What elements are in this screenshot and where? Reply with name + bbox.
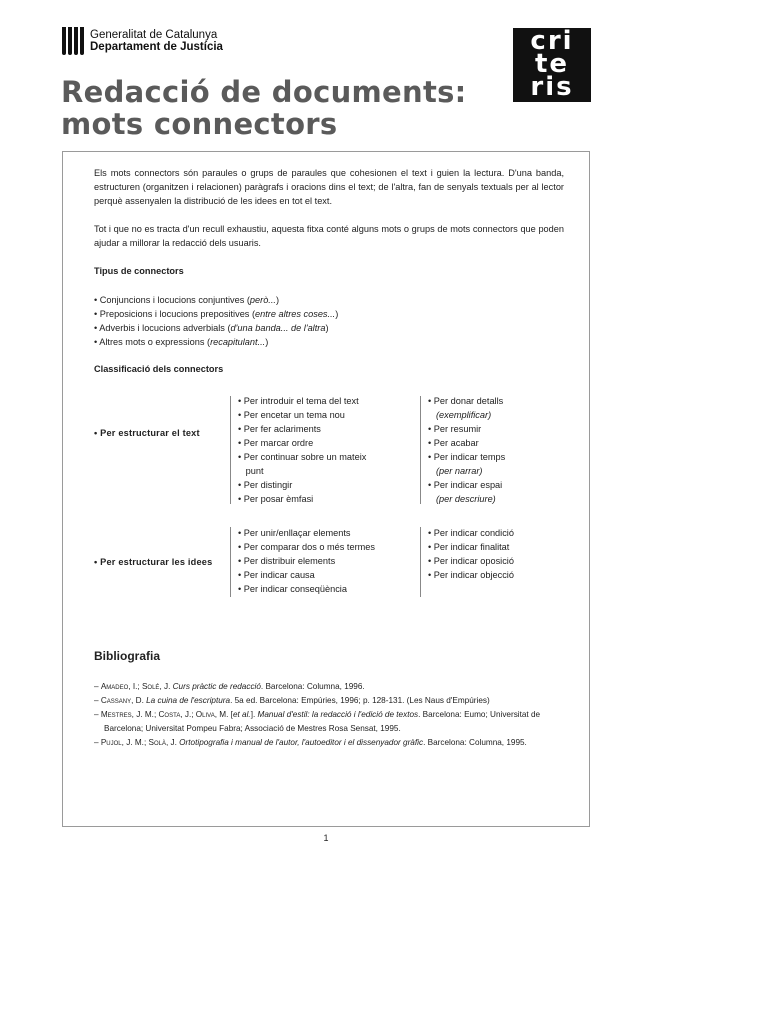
group-2-col-2	[428, 526, 514, 582]
intro-paragraph-1: Els mots connectors són paraules o grups de paraules que cohesionen el text i guien la lectura. D'una banda, estructuren (organitzen i relacionen) paràgrafs i oracions dins el text; de l'altra, fan de senyals textuals per al lector perquè assenyalen la distribució de les idees en tot el text.	[94, 168, 564, 206]
connector-item: • Per indicar objecció	[428, 570, 514, 580]
badge-line-3: ris	[530, 72, 574, 102]
intro-paragraph-2: Tot i que no es tracta d'un recull exhaustiu, aquesta fitxa conté alguns mots o grups de mots connectors que poden ajudar a millorar la redacció dels usuaris.	[94, 224, 564, 248]
connector-item: • Per encetar un tema nou	[238, 410, 345, 420]
connector-item: • Per posar èmfasi	[238, 494, 314, 504]
connector-item: • Per indicar conseqüència	[238, 584, 347, 594]
badge-line-1: cri	[530, 26, 574, 56]
divider	[230, 396, 231, 504]
generalitat-logo-icon	[62, 27, 84, 55]
bibliography-entry: – Mestres, J. M.; Costa, J.; Oliva, M. [et al.]. Manual d'estil: la redacció i l'edició de textos. Barcelona: Eumo; Universitat de Barcelona; Universitat Pompeu Fabra; Associació de Mestres Rosa Sensat, 1995.	[94, 710, 541, 733]
connector-item: • Per comparar dos o més termes	[238, 542, 375, 552]
group-1-col-1	[238, 394, 366, 506]
group-1-col-2	[428, 394, 505, 506]
type-item: • Conjuncions i locucions conjuntives (però...)	[94, 295, 280, 305]
connector-item: • Per indicar condició	[428, 528, 514, 538]
connector-item: punt	[238, 466, 264, 476]
connector-item: • Per fer aclariments	[238, 424, 321, 434]
connector-item: • Per distingir	[238, 480, 293, 490]
connector-item: • Per continuar sobre un mateix	[238, 452, 367, 462]
header	[62, 26, 223, 56]
title-line-1: Redacció de documents:	[61, 75, 467, 109]
divider	[420, 396, 421, 504]
group-label-ideas: • Per estructurar les idees	[94, 557, 213, 567]
bibliography-entry: – Cassany, D. La cuina de l'escriptura. 5a ed. Barcelona: Empúries, 1996; p. 128-131. (Les Naus d'Empúries)	[94, 696, 490, 705]
divider	[420, 527, 421, 597]
org-line-1: Generalitat de Catalunya	[90, 29, 218, 41]
divider	[230, 527, 231, 597]
badge-line-2: te	[534, 49, 570, 79]
connector-item: • Per acabar	[428, 438, 479, 448]
types-list	[94, 293, 338, 349]
connector-item: (exemplificar)	[436, 410, 492, 420]
connector-item: • Per marcar ordre	[238, 438, 314, 448]
type-item: • Altres mots o expressions (recapitulant...)	[94, 337, 269, 347]
connector-item: • Per indicar espai	[428, 480, 503, 490]
bibliography-heading: Bibliografia	[94, 649, 161, 663]
title-line-2: mots connectors	[61, 107, 338, 141]
bibliography-entry: – Amadeo, I.; Solé, J. Curs pràctic de redacció. Barcelona: Columna, 1996.	[94, 682, 365, 691]
connector-item: • Per indicar finalitat	[428, 542, 510, 552]
connector-item: • Per resumir	[428, 424, 482, 434]
bibliography-list	[94, 680, 564, 750]
connector-item: • Per introduir el tema del text	[238, 396, 359, 406]
types-heading: Tipus de connectors	[94, 266, 184, 276]
page-number: 1	[323, 833, 329, 843]
group-2-col-1	[238, 526, 375, 596]
bibliography-entry: – Pujol, J. M.; Solà, J. Ortotipografia i manual de l'autor, l'autoeditor i el dissenyador gràfic. Barcelona: Columna, 1995.	[94, 738, 527, 747]
org-line-2: Departament de Justícia	[90, 41, 223, 53]
connector-item: • Per indicar temps	[428, 452, 506, 462]
connector-item: • Per donar detalls	[428, 396, 504, 406]
connector-item: (per narrar)	[436, 466, 483, 476]
connector-item: (per descriure)	[436, 494, 496, 504]
connector-item: • Per unir/enllaçar elements	[238, 528, 351, 538]
group-label-text: • Per estructurar el text	[94, 428, 200, 438]
connector-item: • Per indicar causa	[238, 570, 315, 580]
connector-item: • Per indicar oposició	[428, 556, 514, 566]
connector-item: • Per distribuir elements	[238, 556, 336, 566]
page-title	[61, 76, 467, 140]
classification-heading: Classificació dels connectors	[94, 364, 224, 374]
type-item: • Adverbis i locucions adverbials (d'una banda... de l'altra)	[94, 323, 329, 333]
criteris-logo	[513, 28, 591, 102]
organization-name	[90, 29, 223, 53]
type-item: • Preposicions i locucions prepositives (entre altres coses...)	[94, 309, 339, 319]
